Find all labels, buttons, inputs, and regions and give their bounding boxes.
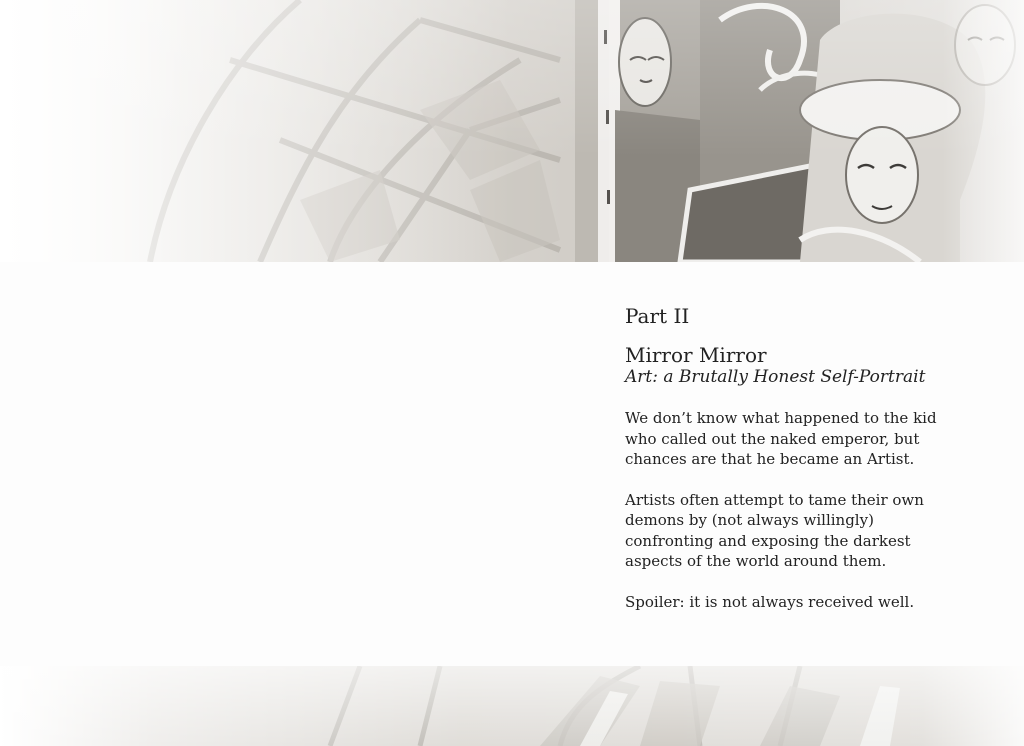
header-artwork: [0, 0, 1024, 262]
stained-glass-strip: [0, 666, 1024, 746]
chapter-title: Mirror Mirror: [625, 343, 767, 367]
text-column: [625, 300, 1005, 612]
part-label: Part II: [625, 304, 690, 328]
stained-glass-illustration: [0, 0, 1024, 262]
body-paragraph-2: Artists often attempt to tame their own demons by (not always willingly) confronting and exposing the darkest aspects of the world around them.: [625, 490, 924, 570]
chapter-subtitle: Art: a Brutally Honest Self-Portrait: [625, 367, 926, 387]
body-paragraph-3: Spoiler: it is not always received well.: [625, 592, 915, 611]
body-paragraph-1: We don’t know what happened to the kid who called out the naked emperor, but chances are that he became an Artist.: [625, 409, 937, 468]
footer-artwork: [0, 666, 1024, 746]
